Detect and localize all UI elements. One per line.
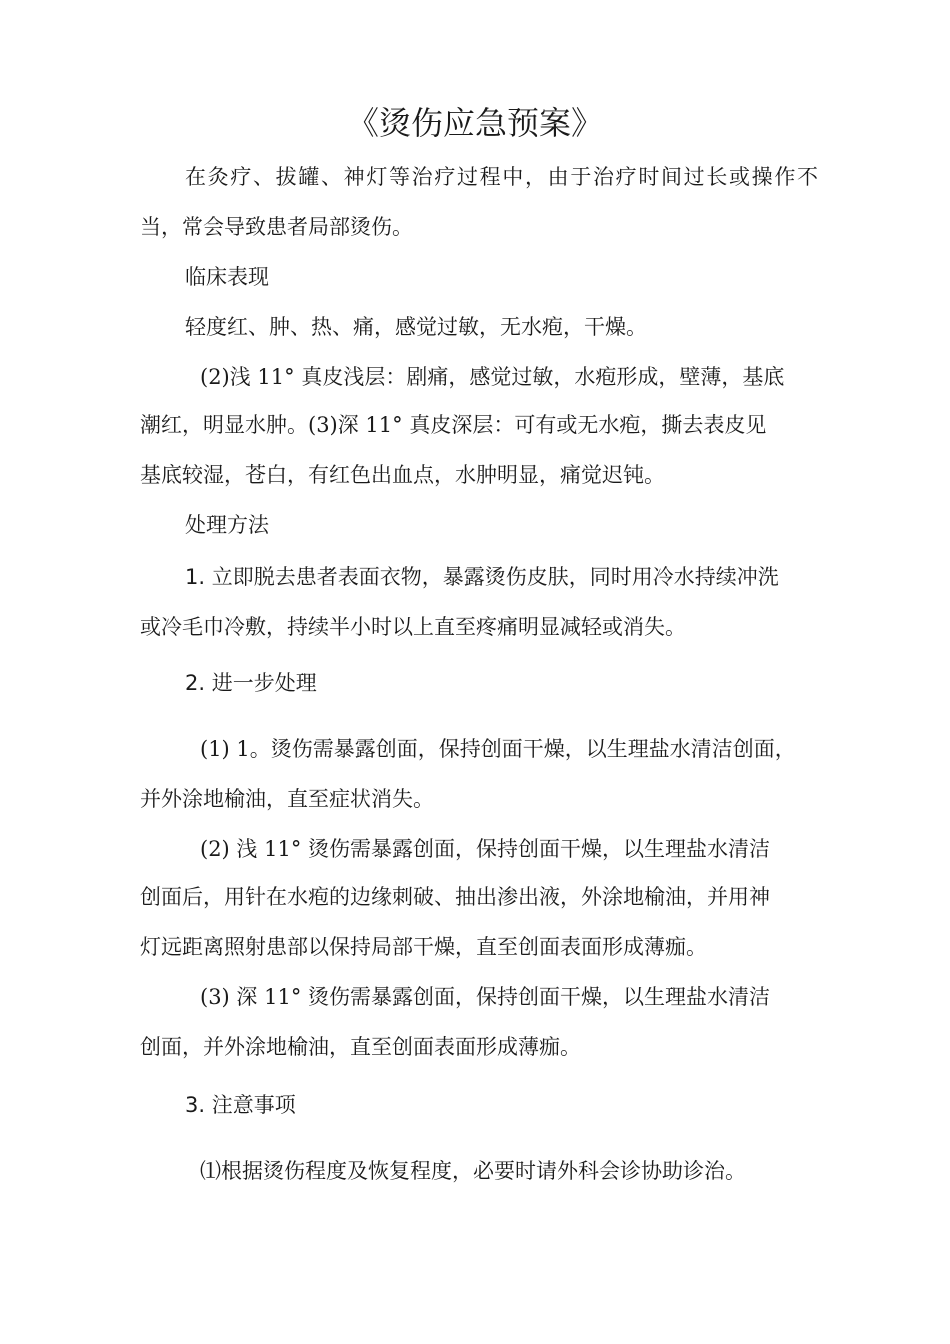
intro-line-1: 在灸疗、拔罐、神灯等治疗过程中，由于治疗时间过长或操作不	[185, 165, 818, 189]
step-3-number: 3.	[185, 1093, 206, 1117]
intro-line-2: 当，常会导致患者局部烫伤。	[140, 215, 413, 239]
substep-1-line-1: (1) 1。烫伤需暴露创面，保持创面干燥，以生理盐水清洁创面，	[200, 737, 796, 761]
substep-3-line-2: 创面，并外涂地榆油，直至创面表面形成薄痂。	[140, 1035, 581, 1059]
clinical-mild: 轻度红、肿、热、痛，感觉过敏，无水疱，干燥。	[185, 315, 647, 339]
clinical-line-2: 潮红，明显水肿。(3)深 11° 真皮深层：可有或无水疱，撕去表皮见	[140, 413, 767, 437]
treatment-heading: 处理方法	[185, 513, 269, 537]
substep-2-line-1: (2) 浅 11° 烫伤需暴露创面，保持创面干燥，以生理盐水清洁	[200, 837, 770, 861]
substep-2-line-2: 创面后，用针在水疱的边缘刺破、抽出渗出液，外涂地榆油，并用神	[140, 885, 770, 909]
step-2-number: 2.	[185, 671, 206, 695]
substep-2-line-3: 灯远距离照射患部以保持局部干燥，直至创面表面形成薄痂。	[140, 935, 707, 959]
clinical-heading: 临床表现	[185, 265, 269, 289]
step-2-heading	[185, 668, 317, 698]
step-3-label: 注意事项	[211, 1093, 296, 1117]
step-1-number: 1.	[185, 565, 206, 589]
clinical-line-3: 基底较湿，苍白，有红色出血点，水肿明显，痛觉迟钝。	[140, 463, 665, 487]
clinical-line-1: (2)浅 11° 真皮浅层：剧痛，感觉过敏，水疱形成，壁薄，基底	[200, 365, 785, 389]
step-2-label: 进一步处理	[211, 671, 317, 695]
substep-1-line-2: 并外涂地榆油，直至症状消失。	[140, 787, 434, 811]
document-title: 《烫伤应急预案》	[346, 104, 603, 142]
step-1-text: 立即脱去患者表面衣物，暴露烫伤皮肤，同时用冷水持续冲洗	[211, 565, 779, 589]
step-3-heading	[185, 1090, 296, 1120]
step-1-line-2: 或冷毛巾冷敷，持续半小时以上直至疼痛明显减轻或消失。	[140, 615, 686, 639]
substep-3-line-1: (3) 深 11° 烫伤需暴露创面，保持创面干燥，以生理盐水清洁	[200, 985, 770, 1009]
note-1: ⑴根据烫伤程度及恢复程度，必要时请外科会诊协助诊治。	[200, 1159, 746, 1183]
step-1-line-1	[185, 562, 779, 592]
